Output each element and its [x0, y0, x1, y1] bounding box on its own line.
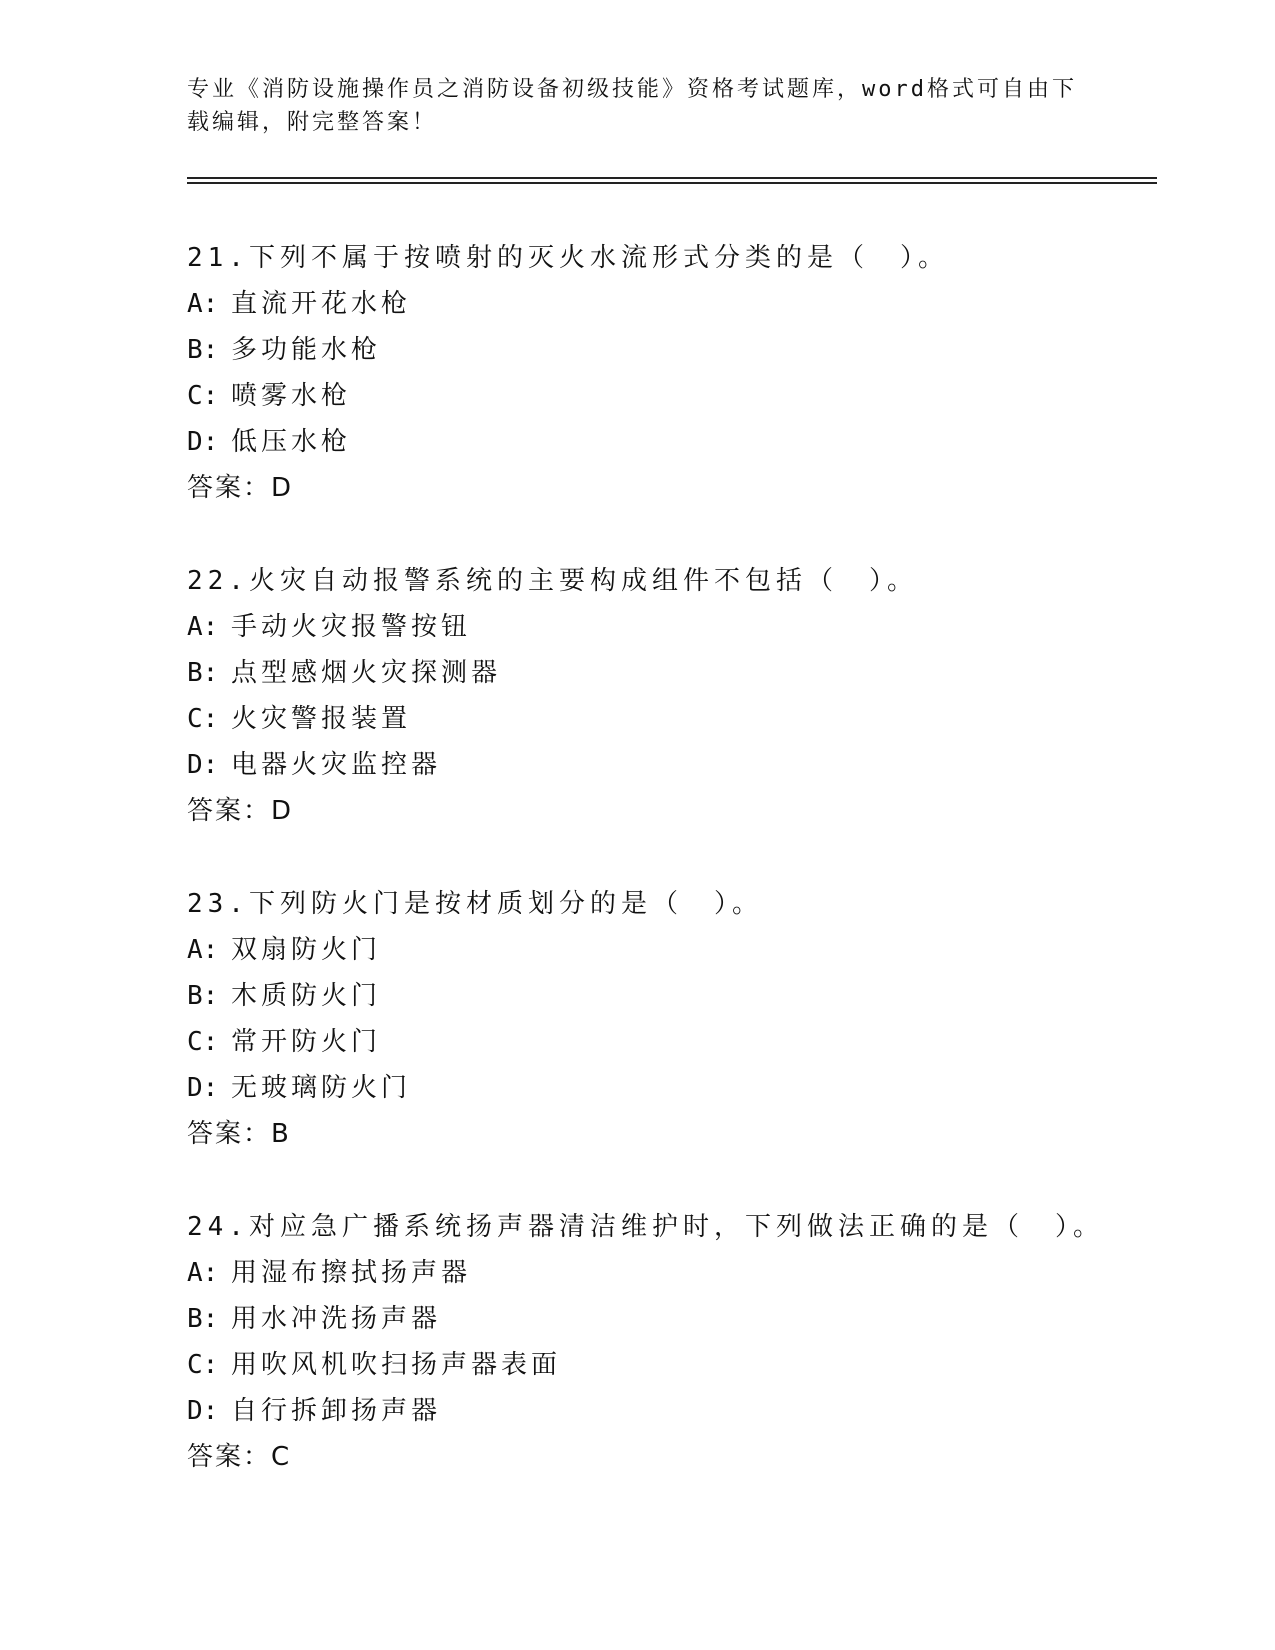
option-label: C:: [187, 381, 219, 411]
option-d: [187, 1388, 1187, 1434]
option-d: [187, 1065, 1187, 1111]
option-text: 用湿布擦拭扬声器: [231, 1258, 472, 1288]
answer-line: 答案：D: [187, 473, 294, 503]
question-24: [187, 1204, 1187, 1480]
option-label: A:: [187, 612, 219, 642]
question-23: [187, 881, 1187, 1157]
option-text: 喷雾水枪: [231, 381, 352, 411]
option-text: 用水冲洗扬声器: [231, 1304, 442, 1334]
option-text: 常开防火门: [231, 1027, 382, 1057]
option-text: 自行拆卸扬声器: [231, 1396, 442, 1426]
option-b: [187, 327, 1187, 373]
option-label: B:: [187, 981, 219, 1011]
header-rule-bottom: [187, 182, 1157, 184]
option-a: [187, 281, 1187, 327]
answer-line: 答案：B: [187, 1119, 291, 1149]
option-text: 低压水枪: [231, 427, 352, 457]
option-b: [187, 650, 1187, 696]
question-list: [187, 235, 1187, 1527]
option-a: [187, 927, 1187, 973]
option-label: D:: [187, 1073, 219, 1103]
option-label: A:: [187, 1258, 219, 1288]
option-d: [187, 419, 1187, 465]
option-label: D:: [187, 1396, 219, 1426]
option-label: B:: [187, 1304, 219, 1334]
option-label: D:: [187, 427, 219, 457]
question-stem: 24.对应急广播系统扬声器清洁维护时，下列做法正确的是（ ）。: [187, 1212, 1104, 1242]
question-stem: 23.下列防火门是按材质划分的是（ ）。: [187, 889, 763, 919]
option-d: [187, 742, 1187, 788]
option-text: 电器火灾监控器: [231, 750, 442, 780]
document-header: [187, 73, 1087, 139]
option-c: [187, 1019, 1187, 1065]
option-label: C:: [187, 704, 219, 734]
option-text: 无玻璃防火门: [231, 1073, 412, 1103]
option-text: 用吹风机吹扫扬声器表面: [231, 1350, 562, 1380]
header-line-2: 载编辑，附完整答案！: [187, 110, 438, 135]
option-a: [187, 604, 1187, 650]
option-text: 直流开花水枪: [231, 289, 412, 319]
option-text: 手动火灾报警按钮: [231, 612, 472, 642]
question-stem: 22.火灾自动报警系统的主要构成组件不包括（ ）。: [187, 566, 918, 596]
option-c: [187, 1342, 1187, 1388]
option-text: 木质防火门: [231, 981, 382, 1011]
header-rule-top: [187, 177, 1157, 179]
option-text: 双扇防火门: [231, 935, 382, 965]
option-label: B:: [187, 335, 219, 365]
question-22: [187, 558, 1187, 834]
option-label: D:: [187, 750, 219, 780]
option-text: 多功能水枪: [231, 335, 382, 365]
option-text: 火灾警报装置: [231, 704, 412, 734]
option-a: [187, 1250, 1187, 1296]
option-c: [187, 373, 1187, 419]
answer-line: 答案：C: [187, 1442, 292, 1472]
question-stem: 21.下列不属于按喷射的灭火水流形式分类的是（ ）。: [187, 243, 949, 273]
header-line-1: 专业《消防设施操作员之消防设备初级技能》资格考试题库，word格式可自由下: [187, 77, 1077, 102]
option-c: [187, 696, 1187, 742]
option-b: [187, 1296, 1187, 1342]
answer-line: 答案：D: [187, 796, 294, 826]
option-label: A:: [187, 289, 219, 319]
question-21: [187, 235, 1187, 511]
option-label: C:: [187, 1027, 219, 1057]
option-text: 点型感烟火灾探测器: [231, 658, 502, 688]
option-b: [187, 973, 1187, 1019]
option-label: C:: [187, 1350, 219, 1380]
option-label: B:: [187, 658, 219, 688]
option-label: A:: [187, 935, 219, 965]
